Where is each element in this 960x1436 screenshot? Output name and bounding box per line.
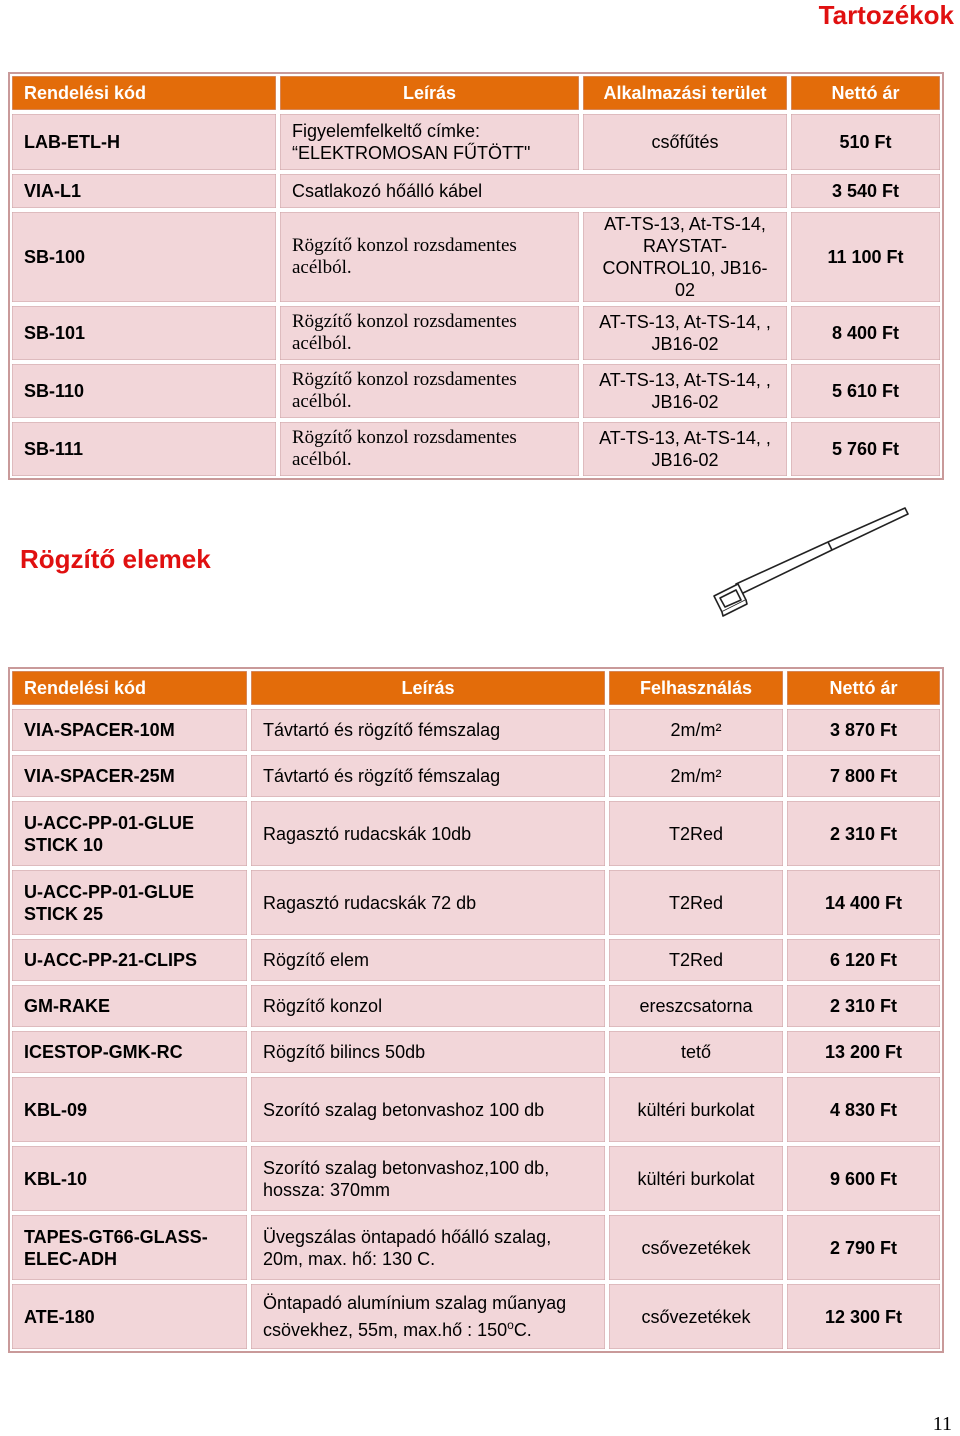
net-price: 7 800 Ft bbox=[785, 753, 942, 799]
order-code: KBL-10 bbox=[10, 1144, 249, 1213]
order-code: VIA-SPACER-25M bbox=[10, 753, 249, 799]
usage: kültéri burkolat bbox=[607, 1144, 785, 1213]
page-title: Tartozékok bbox=[818, 0, 954, 30]
net-price: 3 870 Ft bbox=[785, 707, 942, 753]
net-price: 8 400 Ft bbox=[789, 304, 942, 362]
net-price: 510 Ft bbox=[789, 112, 942, 172]
application-area: AT-TS-13, At-TS-14, , JB16-02 bbox=[581, 362, 789, 420]
table-header-row bbox=[10, 669, 942, 707]
net-price: 12 300 Ft bbox=[785, 1282, 942, 1351]
column-header-code: Rendelési kód bbox=[10, 74, 278, 112]
usage: T2Red bbox=[607, 799, 785, 868]
table-row bbox=[10, 707, 942, 753]
cable-tie-icon bbox=[708, 500, 913, 620]
fasteners-table bbox=[8, 667, 944, 1353]
application-area: csőfűtés bbox=[581, 112, 789, 172]
usage: kültéri burkolat bbox=[607, 1075, 785, 1144]
net-price: 11 100 Ft bbox=[789, 210, 942, 304]
description: Öntapadó alumínium szalag műanyag csövekhez, 55m, max.hő : 150$^o$C. bbox=[249, 1282, 607, 1351]
net-price: 6 120 Ft bbox=[785, 937, 942, 983]
table-row bbox=[10, 868, 942, 937]
application-area: AT-TS-13, At-TS-14, RAYSTAT-CONTROL10, JB16-02 bbox=[581, 210, 789, 304]
table-row bbox=[10, 112, 942, 172]
column-header-description: Leírás bbox=[278, 74, 581, 112]
column-header-usage: Felhasználás bbox=[607, 669, 785, 707]
order-code: SB-111 bbox=[10, 420, 278, 478]
table-row bbox=[10, 1029, 942, 1075]
description: Rögzítő konzol rozsdamentes acélból. bbox=[278, 362, 581, 420]
order-code: VIA-SPACER-10M bbox=[10, 707, 249, 753]
column-header-price: Nettó ár bbox=[789, 74, 942, 112]
order-code: U-ACC-PP-21-CLIPS bbox=[10, 937, 249, 983]
usage: csővezetékek bbox=[607, 1213, 785, 1282]
order-code: LAB-ETL-H bbox=[10, 112, 278, 172]
table-row bbox=[10, 937, 942, 983]
table-row bbox=[10, 983, 942, 1029]
net-price: 9 600 Ft bbox=[785, 1144, 942, 1213]
table-row bbox=[10, 1282, 942, 1351]
order-code: GM-RAKE bbox=[10, 983, 249, 1029]
usage: 2m/m² bbox=[607, 707, 785, 753]
net-price: 4 830 Ft bbox=[785, 1075, 942, 1144]
table-row bbox=[10, 362, 942, 420]
net-price: 2 310 Ft bbox=[785, 983, 942, 1029]
table-header-row bbox=[10, 74, 942, 112]
order-code: SB-110 bbox=[10, 362, 278, 420]
order-code: VIA-L1 bbox=[10, 172, 278, 210]
description: Rögzítő elem bbox=[249, 937, 607, 983]
order-code: TAPES-GT66-GLASS-ELEC-ADH bbox=[10, 1213, 249, 1282]
accessories-table bbox=[8, 72, 944, 480]
description: Figyelemfelkeltő címke: “ELEKTROMOSAN FŰTÖTT" bbox=[278, 112, 581, 172]
order-code: ICESTOP-GMK-RC bbox=[10, 1029, 249, 1075]
application-area: AT-TS-13, At-TS-14, , JB16-02 bbox=[581, 420, 789, 478]
table-row bbox=[10, 210, 942, 304]
order-code: SB-100 bbox=[10, 210, 278, 304]
description: Rögzítő konzol rozsdamentes acélból. bbox=[278, 304, 581, 362]
order-code: SB-101 bbox=[10, 304, 278, 362]
column-header-price: Nettó ár bbox=[785, 669, 942, 707]
column-header-area: Alkalmazási terület bbox=[581, 74, 789, 112]
usage: csővezetékek bbox=[607, 1282, 785, 1351]
description: Csatlakozó hőálló kábel bbox=[278, 172, 789, 210]
column-header-description: Leírás bbox=[249, 669, 607, 707]
order-code: KBL-09 bbox=[10, 1075, 249, 1144]
net-price: 2 790 Ft bbox=[785, 1213, 942, 1282]
table-row bbox=[10, 1075, 942, 1144]
order-code: ATE-180 bbox=[10, 1282, 249, 1351]
description: Szorító szalag betonvashoz 100 db bbox=[249, 1075, 607, 1144]
description: Rögzítő bilincs 50db bbox=[249, 1029, 607, 1075]
usage: T2Red bbox=[607, 937, 785, 983]
table-row bbox=[10, 172, 942, 210]
order-code: U-ACC-PP-01-GLUE STICK 10 bbox=[10, 799, 249, 868]
column-header-code: Rendelési kód bbox=[10, 669, 249, 707]
net-price: 13 200 Ft bbox=[785, 1029, 942, 1075]
usage: T2Red bbox=[607, 868, 785, 937]
description: Üvegszálas öntapadó hőálló szalag, 20m, max. hő: 130 C. bbox=[249, 1213, 607, 1282]
table-row bbox=[10, 1144, 942, 1213]
table-row bbox=[10, 799, 942, 868]
usage: 2m/m² bbox=[607, 753, 785, 799]
table-row bbox=[10, 304, 942, 362]
table-row bbox=[10, 1213, 942, 1282]
net-price: 3 540 Ft bbox=[789, 172, 942, 210]
usage: ereszcsatorna bbox=[607, 983, 785, 1029]
application-area: AT-TS-13, At-TS-14, , JB16-02 bbox=[581, 304, 789, 362]
net-price: 2 310 Ft bbox=[785, 799, 942, 868]
net-price: 5 760 Ft bbox=[789, 420, 942, 478]
description: Rögzítő konzol bbox=[249, 983, 607, 1029]
order-code: U-ACC-PP-01-GLUE STICK 25 bbox=[10, 868, 249, 937]
description: Ragasztó rudacskák 72 db bbox=[249, 868, 607, 937]
net-price: 14 400 Ft bbox=[785, 868, 942, 937]
table-row bbox=[10, 753, 942, 799]
description: Szorító szalag betonvashoz,100 db, hossza: 370mm bbox=[249, 1144, 607, 1213]
section-title: Rögzítő elemek bbox=[20, 544, 211, 574]
table-row bbox=[10, 420, 942, 478]
page-number: 11 bbox=[932, 1413, 952, 1435]
description: Ragasztó rudacskák 10db bbox=[249, 799, 607, 868]
description: Távtartó és rögzítő fémszalag bbox=[249, 753, 607, 799]
description: Rögzítő konzol rozsdamentes acélból. bbox=[278, 210, 581, 304]
net-price: 5 610 Ft bbox=[789, 362, 942, 420]
usage: tető bbox=[607, 1029, 785, 1075]
description: Távtartó és rögzítő fémszalag bbox=[249, 707, 607, 753]
description: Rögzítő konzol rozsdamentes acélból. bbox=[278, 420, 581, 478]
